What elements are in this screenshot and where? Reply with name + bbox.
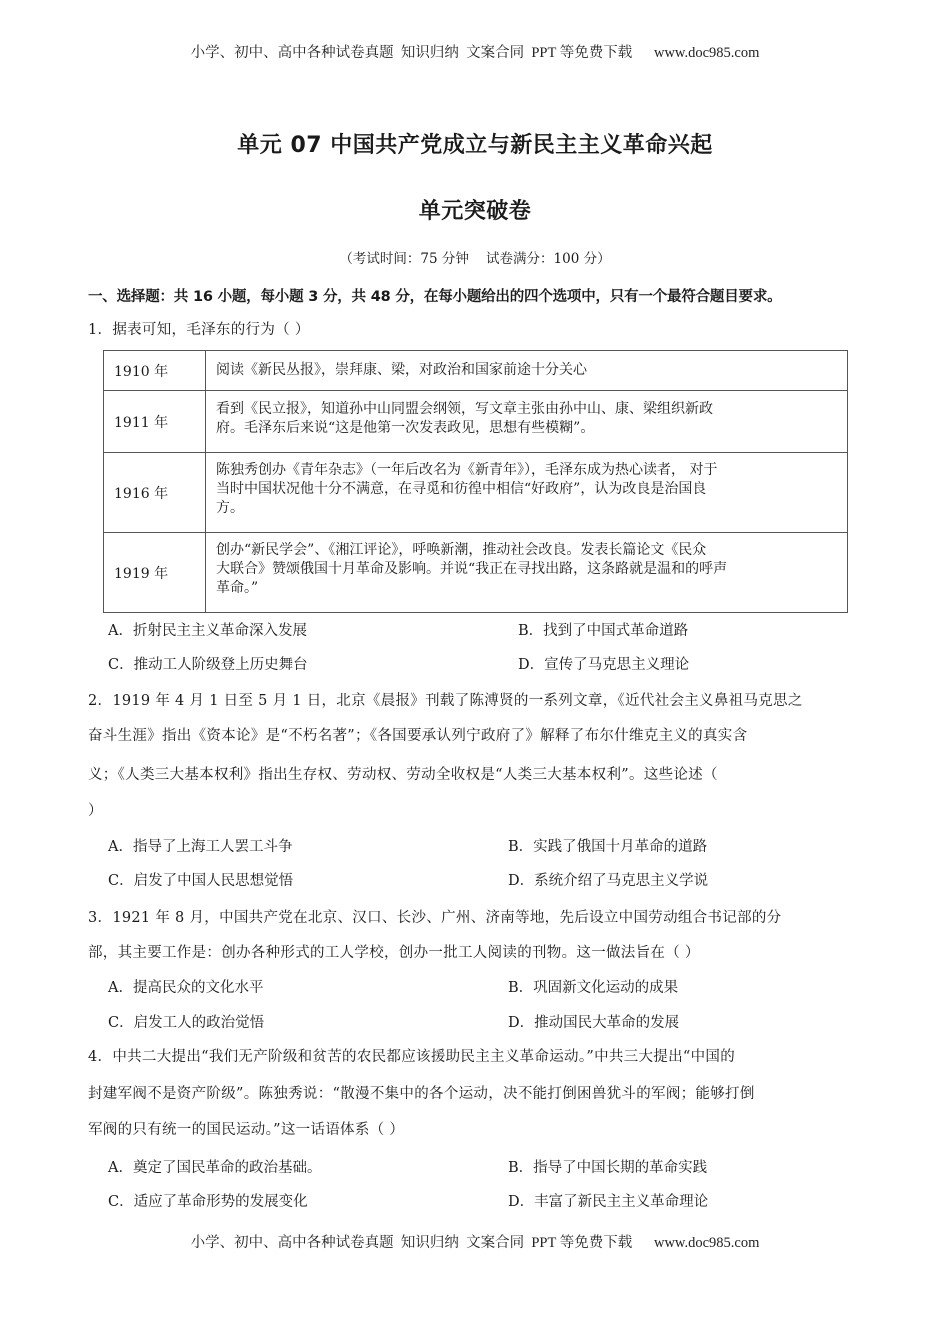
table-desc-line: 创办“新民学会”、《湘江评论》，呼唤新潮，推动社会改良。发表长篇论文《民众: [216, 542, 707, 558]
table-desc-line: 陈独秀创办《青年杂志》（一年后改名为《新青年》），毛泽东成为热心读者， 对于: [216, 462, 718, 478]
table-row: [104, 391, 848, 453]
question-1-table: [103, 350, 848, 613]
q2-option-d[interactable]: D．系统介绍了马克思主义学说: [508, 873, 709, 889]
table-year: 1919 年: [104, 533, 206, 613]
table-year: 1910 年: [104, 351, 206, 391]
q2-option-a[interactable]: A．指导了上海工人罢工斗争: [108, 839, 293, 855]
q2-option-b[interactable]: B．实践了俄国十月革命的道路: [508, 839, 708, 855]
q4-option-d[interactable]: D．丰富了新民主主义革命理论: [508, 1194, 709, 1210]
q3-option-c[interactable]: C．启发工人的政治觉悟: [108, 1015, 265, 1031]
page-header: 小学、初中、高中各种试卷真题 知识归纳 文案合同 PPT 等免费下载 www.doc985.com: [190, 45, 760, 61]
table-desc: [206, 391, 848, 453]
table-desc: [206, 453, 848, 533]
table-desc-line: 阅读《新民丛报》，崇拜康、梁，对政治和国家前途十分关心: [216, 362, 587, 378]
page-footer: 小学、初中、高中各种试卷真题 知识归纳 文案合同 PPT 等免费下载 www.doc985.com: [190, 1235, 760, 1251]
question-3-stem: 3．1921 年 8 月，中国共产党在北京、汉口、长沙、广州、济南等地，先后设立中国劳动组合书记部的分: [88, 910, 782, 926]
q4-option-c[interactable]: C．适应了革命形势的发展变化: [108, 1194, 308, 1210]
table-desc: [206, 533, 848, 613]
q4-option-a[interactable]: A．奠定了国民革命的政治基础。: [108, 1160, 322, 1176]
q3-option-d[interactable]: D．推动国民大革命的发展: [508, 1015, 680, 1031]
question-4-stem: 4．中共二大提出“我们无产阶级和贫苦的农民都应该援助民主主义革命运动。”中共三大提出“中国的: [88, 1049, 736, 1065]
table-year: 1916 年: [104, 453, 206, 533]
table-desc-line: 当时中国状况他十分不满意，在寻觅和彷徨中相信“好政府”，认为改良是治国良: [216, 481, 707, 497]
table-row: [104, 351, 848, 391]
table-row: [104, 453, 848, 533]
q1-option-d[interactable]: D．宣传了马克思主义理论: [518, 657, 690, 673]
question-2-stem: ）: [88, 803, 103, 819]
table-desc-line: 方。: [216, 500, 244, 516]
table-desc-line: 看到《民立报》，知道孙中山同盟会纲领，写文章主张由孙中山、康、梁组织新政: [216, 400, 713, 417]
q2-option-c[interactable]: C．启发了中国人民思想觉悟: [108, 873, 294, 889]
q1-option-b[interactable]: B．找到了中国式革命道路: [518, 623, 689, 639]
q3-option-a[interactable]: A．提高民众的文化水平: [108, 980, 264, 996]
q4-option-b[interactable]: B．指导了中国长期的革命实践: [508, 1160, 708, 1176]
question-3-stem: 部，其主要工作是：创办各种形式的工人学校，创办一批工人阅读的刊物。这一做法旨在（ ）: [88, 945, 700, 961]
table-desc: [206, 351, 848, 391]
question-4-stem: 军阀的只有统一的国民运动。”这一话语体系（ ）: [88, 1122, 405, 1138]
q3-option-b[interactable]: B．巩固新文化运动的成果: [508, 980, 679, 996]
table-row: [104, 533, 848, 613]
question-2-stem: 2．1919 年 4 月 1 日至 5 月 1 日，北京《晨报》刊载了陈溥贤的一系列文章，《近代社会主义鼻祖马克思之: [88, 693, 803, 709]
table-year: 1911 年: [104, 391, 206, 453]
question-2-stem: 奋斗生涯》指出《资本论》是“不朽名著”；《各国要承认列宁政府了》解释了布尔什维克主义的真实含: [88, 728, 748, 744]
page-subtitle: 单元突破卷: [418, 199, 532, 224]
table-desc-line: 府。毛泽东后来说“这是他第一次发表政见，思想有些模糊”。: [216, 419, 595, 436]
q1-option-c[interactable]: C．推动工人阶级登上历史舞台: [108, 657, 308, 673]
question-4-stem: 封建军阀不是资产阶级”。陈独秀说：“散漫不集中的各个运动，决不能打倒困兽犹斗的军阀；能够打倒: [88, 1086, 755, 1102]
exam-info: （考试时间：75 分钟 试卷满分：100 分）: [339, 251, 611, 267]
page-title: 单元 07 中国共产党成立与新民主主义革命兴起: [237, 133, 713, 158]
question-1-stem: 1．据表可知，毛泽东的行为（ ）: [88, 322, 310, 338]
table-desc-line: 革命。”: [216, 580, 259, 596]
q1-option-a[interactable]: A．折射民主主义革命深入发展: [108, 623, 307, 639]
question-2-stem: 义；《人类三大基本权利》指出生存权、劳动权、劳动全收权是“人类三大基本权利”。这些论述（: [88, 767, 718, 783]
section-heading: 一、选择题：共 16 小题，每小题 3 分，共 48 分，在每小题给出的四个选项中，只有一个最符合题目要求。: [88, 289, 782, 305]
table-desc-line: 大联合》赞颂俄国十月革命及影响。并说“我正在寻找出路，这条路就是温和的呼声: [216, 561, 728, 577]
